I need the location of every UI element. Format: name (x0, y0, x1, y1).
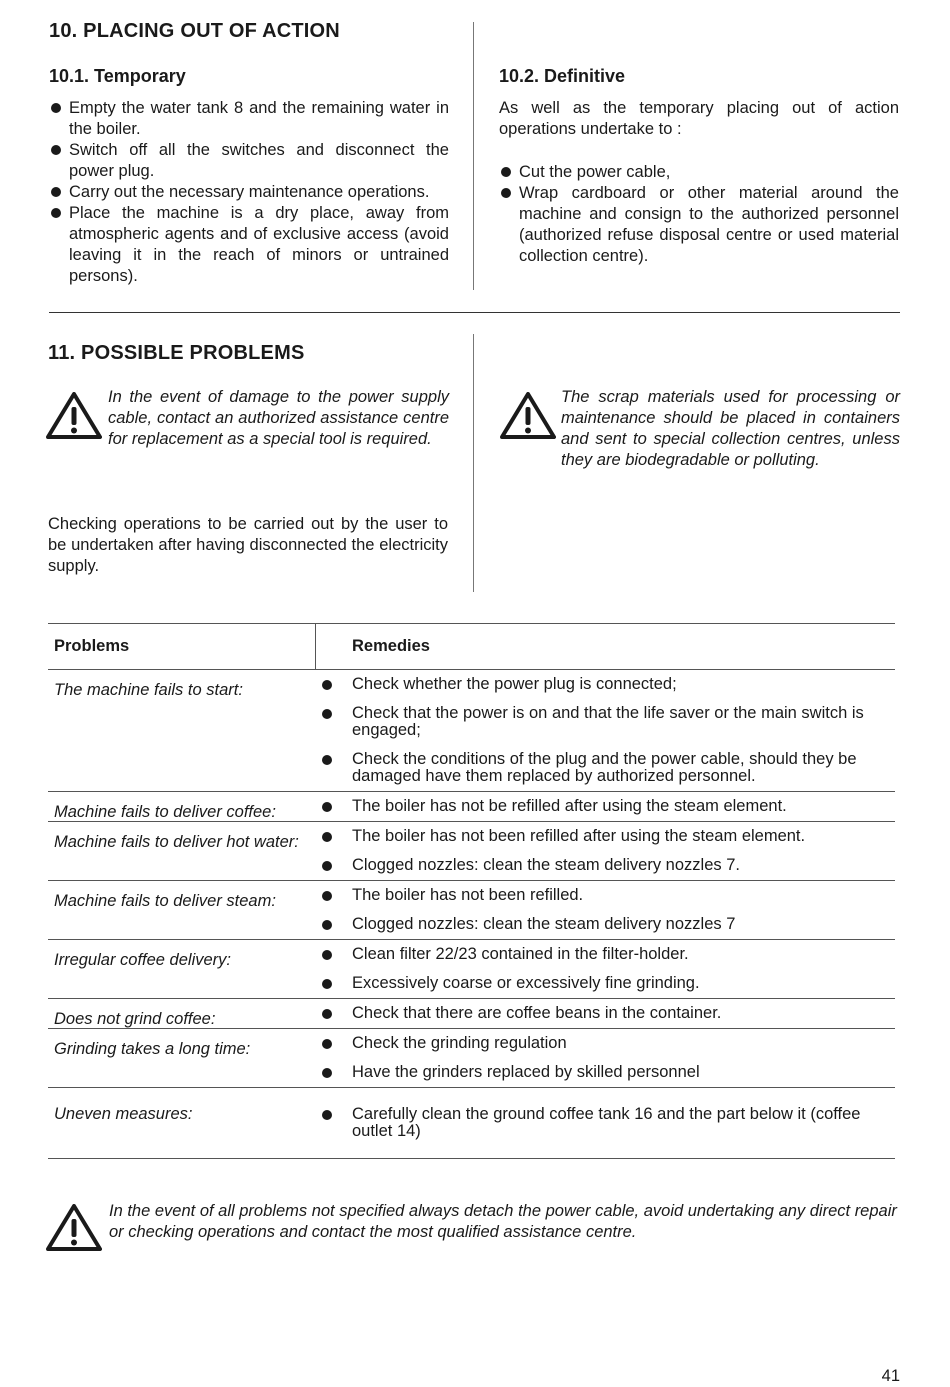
remedy-item (316, 1106, 895, 1140)
table-row (48, 792, 895, 822)
table-row (48, 1088, 895, 1159)
definitive-intro: As well as the temporary placing out of action operations undertake to : (499, 99, 899, 138)
bullet-icon (51, 103, 61, 113)
remedy-item (316, 751, 895, 785)
list-item: Empty the water tank 8 and the remaining water in the boiler. (49, 98, 449, 140)
subsection-definitive-title: 10.2. Definitive (499, 66, 626, 86)
remedy-item (316, 946, 895, 963)
list-item: Switch off all the switches and disconnect the power plug. (49, 140, 449, 182)
remedy-item (316, 916, 895, 933)
remedy-item (316, 1064, 895, 1081)
remedy-item (316, 705, 895, 739)
remedy-item (316, 828, 895, 845)
warning-triangle-icon (46, 392, 102, 440)
remedy-text: Check the conditions of the plug and the power cable, should they be damaged have them replaced by authorized personnel. (352, 750, 857, 785)
remedy-text: Check that the power is on and that the life saver or the main switch is engaged; (352, 704, 864, 739)
checking-operations-text: Checking operations to be carried out by the user to be undertaken after having disconnected the electricity supply. (48, 515, 448, 575)
remedies-cell (316, 822, 895, 880)
section-11-title: 11. POSSIBLE PROBLEMS (48, 342, 305, 364)
header-separator (315, 624, 316, 669)
problem-cell: Irregular coffee delivery: (54, 951, 231, 969)
header-problems: Problems (54, 637, 130, 655)
remedy-item (316, 887, 895, 904)
bullet-icon (51, 208, 61, 218)
list-item: Carry out the necessary maintenance operations. (49, 182, 449, 203)
bullet-icon (322, 891, 332, 901)
warning-triangle-icon (500, 392, 556, 440)
table-header (48, 624, 895, 670)
problem-cell: Machine fails to deliver hot water: (54, 833, 299, 851)
bullet-icon (501, 167, 511, 177)
section-10-title: 10. PLACING OUT OF ACTION (49, 20, 340, 42)
remedy-text: Check the grinding regulation (352, 1034, 567, 1052)
bullet-icon (322, 1009, 332, 1019)
table-row (48, 999, 895, 1029)
bullet-icon (322, 1039, 332, 1049)
bullet-icon (322, 680, 332, 690)
remedy-text: Excessively coarse or excessively fine grinding. (352, 974, 700, 992)
remedy-text: The boiler has not been refilled after using the steam element. (352, 827, 806, 845)
remedies-cell (316, 1100, 895, 1146)
problem-cell: Grinding takes a long time: (54, 1040, 251, 1058)
bullet-icon (322, 755, 332, 765)
problem-cell: Machine fails to deliver steam: (54, 892, 276, 910)
bullet-icon (51, 187, 61, 197)
subsection-temporary-title: 10.1. Temporary (49, 66, 186, 86)
bullet-icon (322, 1110, 332, 1120)
header-remedies: Remedies (352, 637, 430, 655)
remedy-text: Have the grinders replaced by skilled personnel (352, 1063, 700, 1081)
remedy-text: The boiler has not be refilled after using the steam element. (352, 797, 787, 815)
page-number: 41 (881, 1367, 900, 1385)
table-row (48, 822, 895, 881)
list-item: Place the machine is a dry place, away from atmospheric agents and of exclusive access (avoid leaving it in the reach of minors or untrained persons). (49, 203, 449, 287)
remedy-item (316, 676, 895, 693)
remedies-cell (316, 999, 895, 1028)
list-item: Cut the power cable, (499, 162, 899, 183)
remedy-text: Carefully clean the ground coffee tank 16 and the part below it (coffee outlet 14) (352, 1105, 861, 1140)
section-divider (49, 312, 900, 313)
problem-cell: Machine fails to deliver coffee: (54, 803, 276, 821)
bullet-icon (322, 950, 332, 960)
table-row (48, 881, 895, 940)
table-row (48, 670, 895, 792)
problem-cell: The machine fails to start: (54, 681, 243, 699)
bullet-icon (501, 188, 511, 198)
problem-cell: Does not grind coffee: (54, 1010, 216, 1028)
list-item: Wrap cardboard or other material around the machine and consign to the authorized personnel (authorized refuse disposal centre or used material collection centre). (499, 183, 899, 267)
remedies-cell (316, 792, 895, 821)
table-row (48, 1029, 895, 1088)
definitive-list (499, 162, 899, 267)
bullet-icon (51, 145, 61, 155)
temporary-list (49, 98, 449, 287)
remedy-text: Check that there are coffee beans in the container. (352, 1004, 722, 1022)
warning-scrap-materials-text: The scrap materials used for processing or maintenance should be placed in containers and sent to special collection centres, unless they are biodegradable or polluting. (561, 388, 900, 469)
remedies-cell (316, 670, 895, 791)
bullet-icon (322, 802, 332, 812)
column-divider (473, 22, 474, 290)
remedies-cell (316, 940, 895, 998)
remedy-text: Clogged nozzles: clean the steam delivery nozzles 7 (352, 915, 736, 933)
remedy-text: Clean filter 22/23 contained in the filter-holder. (352, 945, 689, 963)
remedy-item (316, 1035, 895, 1052)
warning-power-cable-text: In the event of damage to the power supply cable, contact an authorized assistance centre for replacement as a special tool is required. (108, 388, 449, 448)
bullet-icon (322, 709, 332, 719)
remedies-cell (316, 1029, 895, 1087)
footer-warning-text: In the event of all problems not specified always detach the power cable, avoid undertaking any direct repair or checking operations and contact the most qualified assistance centre. (109, 1202, 897, 1241)
column-divider (473, 334, 474, 592)
remedies-cell (316, 881, 895, 939)
warning-triangle-icon (46, 1204, 102, 1252)
remedy-item (316, 798, 895, 815)
bullet-icon (322, 1068, 332, 1078)
bullet-icon (322, 979, 332, 989)
remedy-item (316, 1005, 895, 1022)
table-row (48, 940, 895, 999)
problem-cell: Uneven measures: (54, 1105, 193, 1123)
remedy-item (316, 857, 895, 874)
bullet-icon (322, 832, 332, 842)
bullet-icon (322, 920, 332, 930)
remedy-text: Clogged nozzles: clean the steam delivery nozzles 7. (352, 856, 740, 874)
problems-table (48, 623, 895, 1159)
remedy-text: Check whether the power plug is connected; (352, 675, 677, 693)
remedy-item (316, 975, 895, 992)
remedy-text: The boiler has not been refilled. (352, 886, 584, 904)
table-body (48, 670, 895, 1159)
bullet-icon (322, 861, 332, 871)
